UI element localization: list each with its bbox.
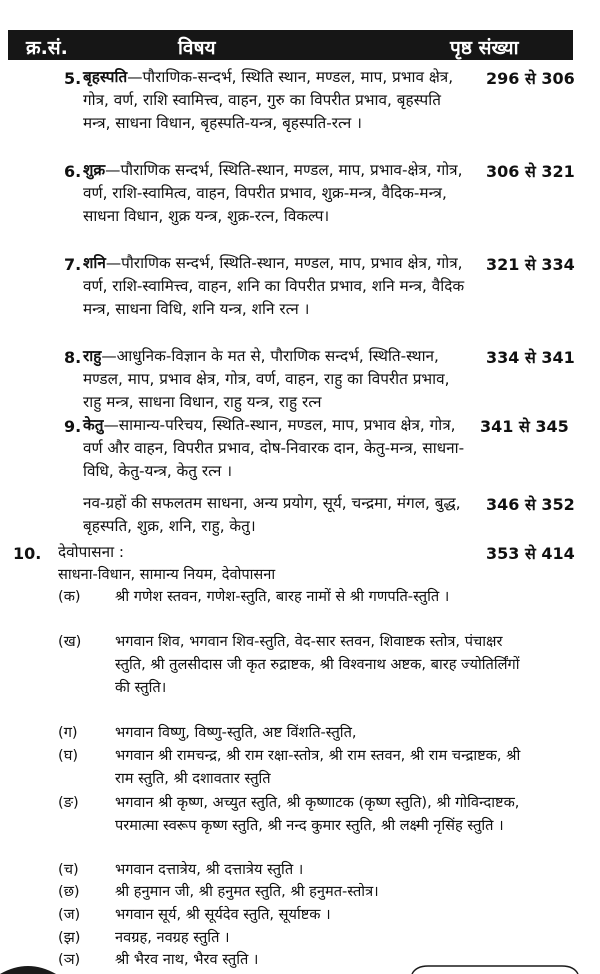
entry-text [83,414,468,483]
sub-item-ka [58,585,598,631]
section-number: 10. [13,544,42,563]
sub-item-ga [58,721,598,744]
sub-item-ja [58,903,598,926]
entry-number: 5. [64,69,82,88]
sub-item-label: (ज) [58,906,81,923]
entry-title: शुक्र [83,161,106,179]
header-serial-number: क्र.सं. [26,37,68,59]
sub-item-text: भगवान सूर्य, श्री सूर्यदेव स्तुति, सूर्याष्टक । [115,906,331,923]
sub-item-gha [58,744,598,790]
sub-item-text: भगवान विष्णु, विष्णु-स्तुति, अष्ट विंशति-स्तुति, [115,724,357,741]
entry-description: —पौराणिक सन्दर्भ, स्थिति-स्थान, मण्डल, माप, प्रभाव-क्षेत्र, गोत्र, वर्ण, राशि-स्वामित्व, वाहन, विपरीत प्रभाव, शुक्र-मन्त्र, वैदिक-मन्त्र, साधना विधान, शुक्र यन्त्र, शुक्र-रत्न, विकल्प। [83,161,463,225]
sub-item-text: नवग्रह, नवग्रह स्तुति । [115,929,230,946]
header-page-number: पृष्ठ संख्या [450,37,519,59]
entry-pages: 341 से 345 [480,417,569,436]
toc-entry-navagraha [0,492,600,538]
sub-item-label: (झ) [58,929,81,946]
entry-pages: 334 से 341 [486,348,575,367]
sub-item-label: (ङ) [58,794,79,811]
sub-item-text: भगवान श्री कृष्ण, अच्युत स्तुति, श्री कृष्णाटक (कृष्ण स्तुति), श्री गोविन्दाष्टक, परमात्मा स्वरूप कृष्ण स्तुति, श्री नन्द कुमार स्तुति, श्री लक्ष्मी नृसिंह स्तुति । [115,794,520,834]
sub-item-label: (छ) [58,883,80,900]
sub-item-text: भगवान शिव, भगवान शिव-स्तुति, वेद-सार स्तवन, शिवाष्टक स्तोत्र, पंचाक्षर स्तुति, श्री तुलसीदास जी कृत रुद्राष्टक, श्री विश्वनाथ अष्टक, बारह ज्योतिर्लिंगों की स्तुति। [115,633,520,696]
entry-text [83,159,468,228]
sub-item-jha [58,926,598,949]
sub-item-text: भगवान दत्तात्रेय, श्री दत्तात्रेय स्तुति । [115,861,304,878]
toc-entry-5 [0,66,600,158]
sub-item-nga [58,791,598,860]
section-title: देवोपासना : [58,543,125,561]
entry-description: —सामान्य-परिचय, स्थिति-स्थान, मण्डल, माप, प्रभाव क्षेत्र, गोत्र, वर्ण और वाहन, विपरीत प्रभाव, दोष-निवारक दान, केतु-मन्त्र, साधना-विधि, केतु-यन्त्र, केतु रत्न । [83,416,465,480]
toc-entry-8 [0,345,600,414]
entry-number: 9. [64,417,82,436]
entry-title: राहु [83,347,102,365]
sub-item-chha [58,880,598,903]
sub-item-kha [58,630,598,722]
section-intro: साधना-विधान, सामान्य नियम, देवोपासना [58,566,276,583]
entry-title: शनि [83,254,106,272]
sub-item-label: (घ) [58,747,79,764]
entry-number: 6. [64,162,82,181]
toc-entry-9 [0,414,600,483]
page-corner-decoration-right [410,964,580,974]
entry-text [83,492,478,538]
entry-description: —पौराणिक-सन्दर्भ, स्थिति स्थान, मण्डल, माप, प्रभाव क्षेत्र, गोत्र, वर्ण, राशि स्वामित्त्व, वाहन, गुरु का विपरीत प्रभाव, बृहस्पति मन्त्र, साधना विधान, बृहस्पति-यन्त्र, बृहस्पति-रत्न । [83,68,454,132]
entry-pages: 296 से 306 [486,69,575,88]
entry-number: 8. [64,348,82,367]
header-subject: विषय [178,37,216,59]
entry-title: केतु [83,416,104,434]
entry-title: बृहस्पति [83,68,128,86]
sub-item-cha [58,858,598,881]
entry-text [83,252,468,321]
sub-item-label: (ग) [58,724,78,741]
toc-entry-6 [0,159,600,251]
sub-item-label: (ञ) [58,951,81,968]
entry-pages: 306 से 321 [486,162,575,181]
sub-item-text: श्री भैरव नाथ, भैरव स्तुति । [115,951,259,968]
sub-item-label: (च) [58,861,79,878]
toc-entry-7 [0,252,600,344]
entry-description: —आधुनिक-विज्ञान के मत से, पौराणिक सन्दर्भ, स्थिति-स्थान, मण्डल, माप, प्रभाव क्षेत्र, गोत्र, वर्ण, वाहन, राहु का विपरीत प्रभाव, राहु मन्त्र, साधना विधान, राहु यन्त्र, राहु रत्न [83,347,450,411]
entry-description: नव-ग्रहों की सफलतम साधना, अन्य प्रयोग, सूर्य, चन्द्रमा, मंगल, बुद्ध, बृहस्पति, शुक्र, शनि, राहु, केतु। [83,494,461,535]
toc-section-10 [0,541,600,564]
entry-number: 7. [64,255,82,274]
sub-item-text: श्री हनुमान जी, श्री हनुमत स्तुति, श्री हनुमत-स्तोत्र। [115,883,379,900]
section-pages: 353 से 414 [486,544,575,563]
entry-pages: 346 से 352 [486,495,575,514]
entry-text [83,345,468,414]
sub-item-text: श्री गणेश स्तवन, गणेश-स्तुति, बारह नामों से श्री गणपति-स्तुति । [115,588,450,605]
entry-pages: 321 से 334 [486,255,575,274]
entry-text [83,66,468,135]
entry-description: —पौराणिक सन्दर्भ, स्थिति-स्थान, मण्डल, माप, प्रभाव क्षेत्र, गोत्र, वर्ण, राशि-स्वामित्त्व, वाहन, शनि का विपरीत प्रभाव, शनि मन्त्र, वैदिक मन्त्र, साधना विधि, शनि यन्त्र, शनि रत्न । [83,254,465,318]
sub-item-label: (क) [58,588,81,605]
sub-item-text: भगवान श्री रामचन्द्र, श्री राम रक्षा-स्तोत्र, श्री राम स्तवन, श्री राम चन्द्राष्टक, श्री राम स्तुति, श्री दशावतार स्तुति [115,747,521,787]
page-corner-decoration-left [0,962,60,974]
table-header [8,30,573,60]
sub-item-label: (ख) [58,633,82,650]
